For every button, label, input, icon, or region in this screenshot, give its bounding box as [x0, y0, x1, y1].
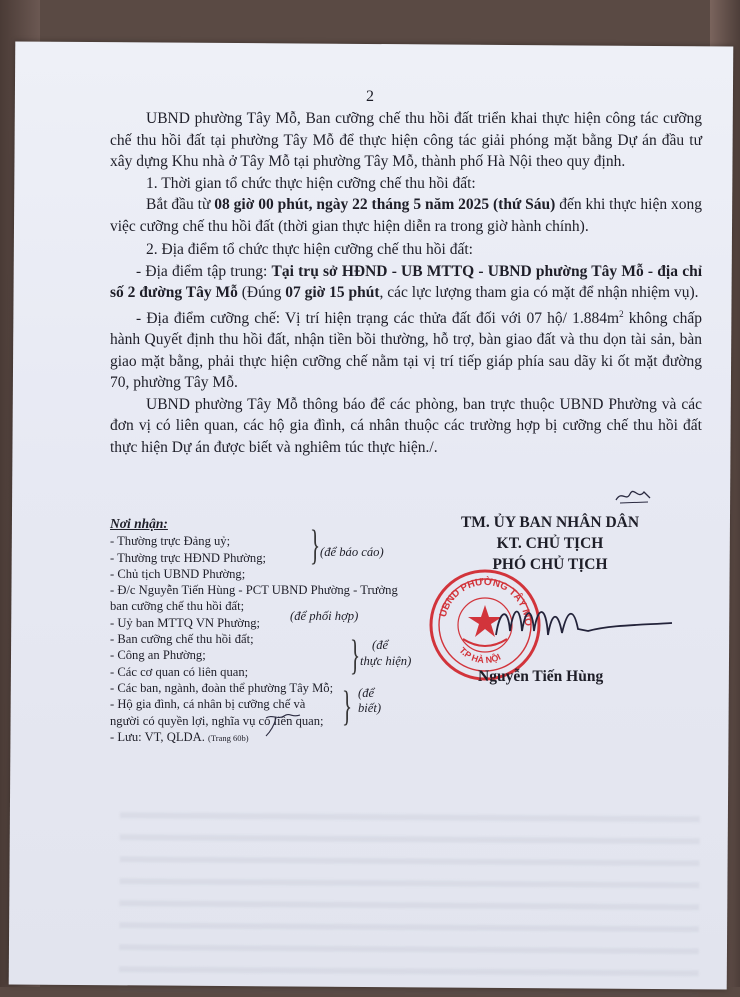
closing-paragraph: UBND phường Tây Mỗ thông báo để các phòng, ban trực thuộc UBND Phường và các đơn vị có liên quan, các hộ gia đình, cá nhân thuộc các trường hợp bị cưỡng chế thu hồi đất thực hiện Dự án được biết và nghiêm túc thực hiện./.: [110, 395, 702, 456]
recipient-item: - Thường trực HĐND Phường;: [110, 550, 266, 565]
recipient-item: người có quyền lợi, nghĩa vụ có liên quan;: [110, 713, 324, 728]
section-2-title: 2. Địa điểm tổ chức thực hiện cưỡng chế thu hồi đất:: [146, 241, 473, 258]
signature-line-3: PHÓ CHỦ TỊCH: [492, 556, 608, 573]
section-1-title: 1. Thời gian tổ chức thực hiện cưỡng chế thu hồi đất:: [146, 174, 476, 192]
recipient-item: - Uỷ ban MTTQ VN Phường;: [110, 615, 261, 630]
document-body: [110, 108, 702, 458]
intro-paragraph: UBND phường Tây Mỗ, Ban cưỡng chế thu hồi đất triển khai thực hiện công tác cưỡng chế thu hồi đất tại phường Tây Mỗ để thực hiện công tác giải phóng mặt bằng Dự án đầu tư xây dựng Khu nhà ở Tây Mỗ tại phường Tây Mỗ, thành phố Hà Nội theo quy định.: [110, 110, 702, 170]
signature-line-1: TM. ỦY BAN NHÂN DÂN: [460, 514, 640, 531]
recipient-item: - Lưu: VT, QLDA. (Trang 60b): [110, 729, 249, 744]
note-report: (để báo cáo): [320, 545, 384, 559]
signer-name: Nguyễn Tiến Hùng: [478, 668, 604, 685]
recipient-item: ban cưỡng chế thu hồi đất;: [110, 599, 245, 614]
bleed-through-text: [119, 812, 700, 996]
archive-initials: [262, 712, 306, 740]
note-execute-2: thực hiện): [360, 654, 412, 668]
brace-know: }: [342, 684, 353, 730]
seal-top-text: UBND PHƯỜNG TÂY MỖ: [437, 576, 534, 627]
section-2-enforcement-site: - Địa điểm cưỡng chế: Vị trí hiện trạng các thửa đất đối với 07 hộ/ $1.884m^2$ không chấp hành Quyết định thu hồi đất, nhận tiền bồi thường, hỗ trợ, bàn giao đất và thu dọn tài sản, bàn giao mặt bằng, phải thực hiện cưỡng chế nằm tại vị trí tiếp giáp phía sau dãy ki ốt mặt đường 70, phường Tây Mỗ.: [110, 308, 702, 392]
section-2-gathering-point: - Địa điểm tập trung: Tại trụ sở HĐND - UB MTTQ - UBND phường Tây Mỗ - địa chỉ số 2 đường Tây Mỗ (Đúng 07 giờ 15 phút, các lực lượng tham gia có mặt để nhận nhiệm vụ).: [110, 262, 702, 301]
seal-bottom-text: T.P HÀ NỘI: [457, 645, 503, 666]
signature-block: [420, 512, 680, 575]
recipient-item: - Các ban, ngành, đoàn thể phường Tây Mỗ;: [110, 680, 334, 695]
recipients-heading: Nơi nhận:: [110, 516, 168, 531]
initials-mark: [614, 486, 654, 506]
page-number: 2: [366, 88, 374, 105]
archive-note: (Trang 60b): [208, 732, 249, 743]
recipient-item: - Chủ tịch UBND Phường;: [110, 566, 246, 581]
recipient-item: - Công an Phường;: [110, 648, 206, 663]
note-execute-1: (để: [372, 638, 389, 652]
recipient-item: - Ban cưỡng chế thu hồi đất;: [110, 632, 254, 647]
handwritten-signature: [490, 595, 680, 655]
note-know-1: (để: [358, 686, 375, 700]
note-know-2: biết): [358, 701, 382, 715]
brace-execute: }: [350, 633, 361, 679]
recipient-item: - Thường trực Đảng uỷ;: [110, 534, 231, 549]
recipient-item: - Các cơ quan có liên quan;: [110, 664, 249, 679]
note-coordinate: (để phối hợp): [290, 609, 359, 623]
signature-line-2: KT. CHỦ TỊCH: [496, 535, 604, 552]
recipient-item: - Đ/c Nguyễn Tiến Hùng - PCT UBND Phường - Trưởng: [110, 583, 398, 598]
section-1-text: Bắt đầu từ 08 giờ 00 phút, ngày 22 tháng 5 năm 2025 (thứ Sáu) đến khi thực hiện xong việc cưỡng chế thu hồi đất (thời gian thực hiện diễn ra trong giờ hành chính).: [110, 196, 702, 235]
brace-report: }: [310, 523, 321, 569]
recipient-item: - Hộ gia đình, cá nhân bị cưỡng chế và: [110, 697, 306, 712]
